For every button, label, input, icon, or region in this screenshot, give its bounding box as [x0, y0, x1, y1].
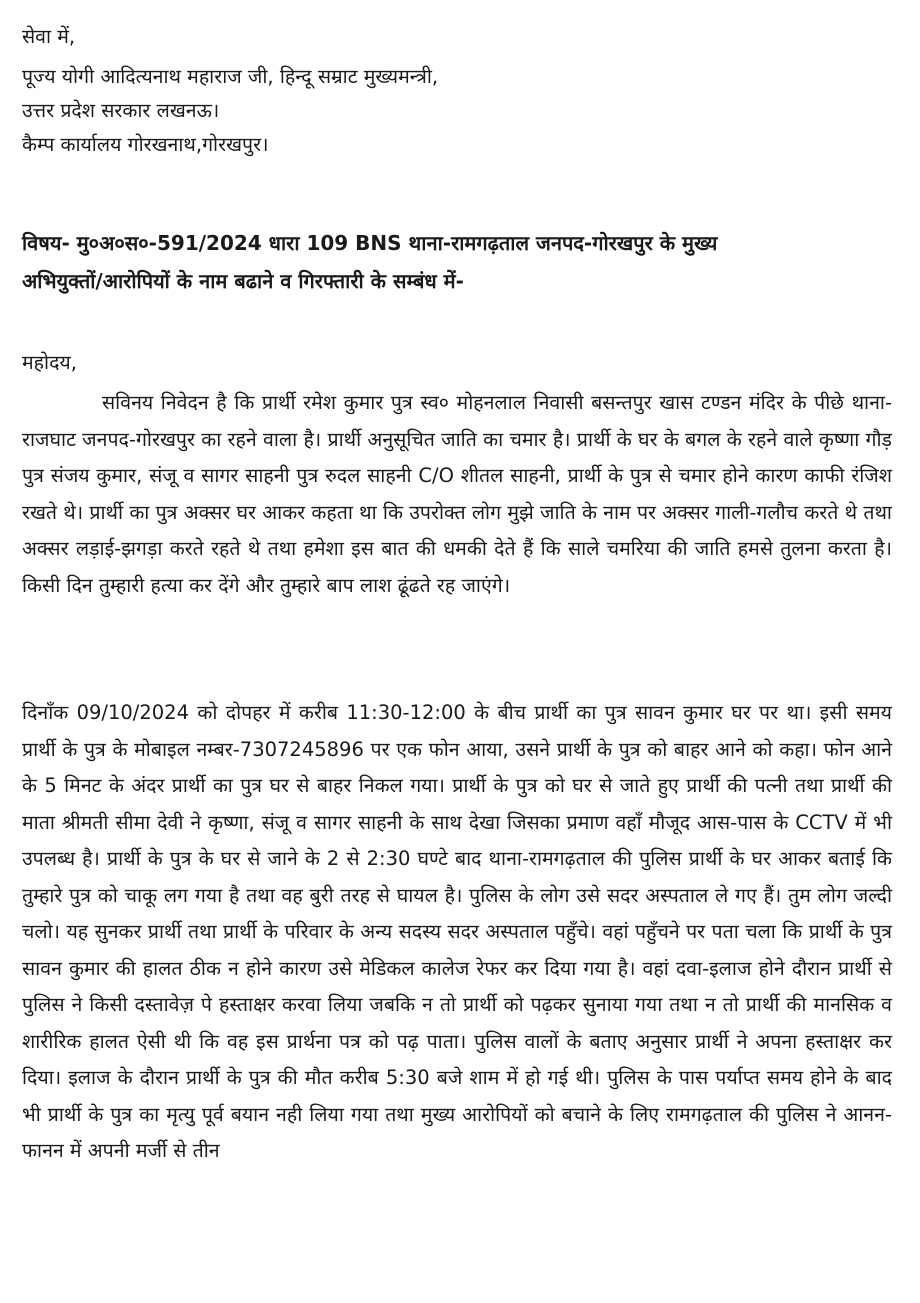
address-line-4: कैम्प कार्यालय गोरखनाथ,गोरखपुर। [22, 133, 269, 156]
paragraph-2: दिनाँक 09/10/2024 को दोपहर में करीब 11:30-12:00 के बीच प्रार्थी का पुत्र सावन कुमार घर पर था। इसी समय प्रार्थी के पुत्र के मोबाइल नम्बर-7307245896 पर एक फोन आया, उसने प्रार्थी के पुत्र को बाहर आने को कहा। फोन आने के 5 मिनट के अंदर प्रार्थी का पुत्र घर से बाहर निकल गया। प्रार्थी के पुत्र को घर से जाते हुए प्रार्थी की पत्नी तथा प्रार्थी की माता श्रीमती सीमा देवी ने कृष्णा, संजू व सागर साहनी के साथ देखा जिसका प्रमाण वहाँ मौजूद आस-पास के CCTV में भी उपलब्ध है। प्रार्थी के पुत्र के घर से जाने के 2 से 2:30 घण्टे बाद थाना-रामगढ़ताल की पुलिस प्रार्थी के घर आकर बताई कि तुम्हारे पुत्र को चाकू लग गया है तथा वह बुरी तरह से घायल है। पुलिस के लोग उसे सदर अस्पताल ले गए हैं। तुम लोग जल्दी चलो। यह सुनकर प्रार्थी तथा प्रार्थी के परिवार के अन्य सदस्य सदर अस्पताल पहुँचे। वहां पहुँचने पर पता चला कि प्रार्थी के पुत्र सावन कुमार की हालत ठीक न होने कारण उसे मेडिकल कालेज रेफर कर दिया गया है। वहां दवा-इलाज होने दौरान प्रार्थी से पुलिस ने किसी दस्तावेज़ पे हस्ताक्षर करवा लिया जबकि न तो प्रार्थी को पढ़कर सुनाया गया तथा न तो प्रार्थी की मानसिक व शारीरिक हालत ऐसी थी कि वह इस प्रार्थना पत्र को पढ़ पाता। पुलिस वालों के बताए अनुसार प्रार्थी ने अपना हस्ताक्षर कर दिया। इलाज के दौरान प्रार्थी के पुत्र की मौत करीब 5:30 बजे शाम में हो गई थी। पुलिस के पास पर्याप्त समय होने के बाद भी प्रार्थी के पुत्र का मृत्यु पूर्व बयान नही लिया गया तथा मुख्य आरोपियों को बचाने के लिए रामगढ़ताल की पुलिस ने आनन-फानन में अपनी मर्जी से तीन [22, 701, 892, 1162]
address-line-3: उत्तर प्रदेश सरकार लखनऊ। [22, 99, 220, 122]
subject-line-1: विषय- मु०अ०स०-591/2024 धारा 109 BNS थाना-रामगढ़ताल जनपद-गोरखपुर के मुख्य [22, 231, 718, 255]
paragraph-1 [22, 385, 892, 604]
address-line-1: सेवा में, [22, 25, 76, 48]
paragraph-1-text: सविनय निवेदन है कि प्रार्थी रमेश कुमार पुत्र स्व० मोहनलाल निवासी बसन्तपुर खास टण्डन मंदिर के पीछे थाना-राजघाट जनपद-गोरखपुर का रहने वाला है। प्रार्थी अनुसूचित जाति का चमार है। प्रार्थी के घर के बगल के रहने वाले कृष्णा गौड़ पुत्र संजय कुमार, संजू व सागर साहनी पुत्र रुदल साहनी C/O शीतल साहनी, प्रार्थी के पुत्र से चमार होने कारण काफी रंजिश रखते थे। प्रार्थी का पुत्र अक्सर घर आकर कहता था कि उपरोक्त लोग मुझे जाति के नाम पर अक्सर गाली-गलौच करते थे तथा अक्सर लड़ाई-झगड़ा करते रहते थे तथा हमेशा इस बात की धमकी देते हैं कि साले चमरिया की जाति हमसे तुलना करता है। किसी दिन तुम्हारी हत्या कर देंगे और तुम्हारे बाप लाश ढूंढते रह जाएंगे। [22, 391, 892, 597]
salutation: महोदय, [22, 351, 77, 374]
subject-line-2: अभियुक्तों/आरोपियों के नाम बढाने व गिरफ्तारी के सम्बंध में- [22, 269, 464, 293]
address-line-2: पूज्य योगी आदित्यनाथ महाराज जी, हिन्दू सम्राट मुख्यमन्त्री, [22, 65, 439, 88]
